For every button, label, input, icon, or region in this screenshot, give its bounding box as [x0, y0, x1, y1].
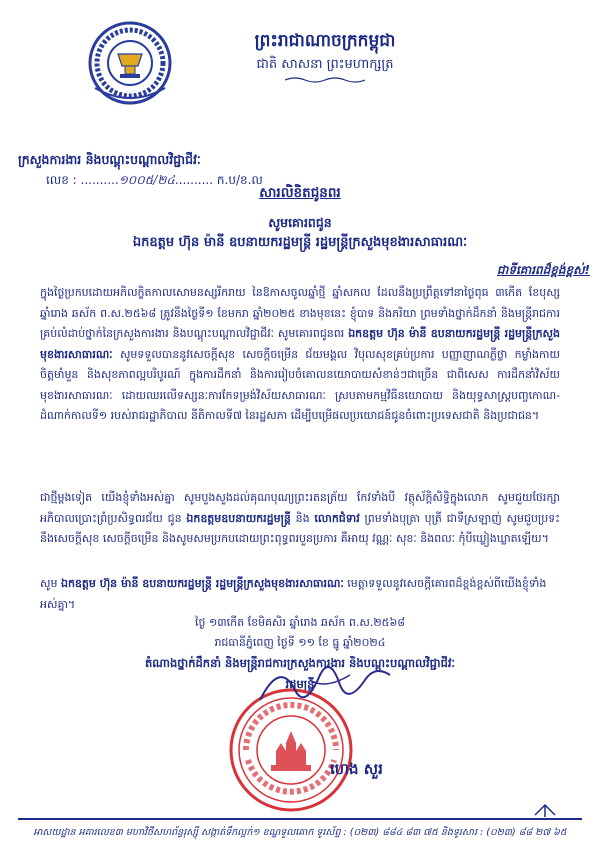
- para2-text: ជាថ្មីម្តងទៀត យើងខ្ញុំទាំងអស់គ្នា សូមបួងសួងដល់គុណបុណ្យព្រះរតនត្រ័យ កែវទាំងបី វត្ថុស័ក្តិសិទ្ធិក្នុងលោក សូមជួយថែរក្សាអភិបាលប្រោះព្រំប្រសិទ្ធពរជ័យ ជូន: [40, 491, 560, 525]
- letter-type: សារលិខិតជូនពរ: [259, 185, 341, 201]
- reference-label: លេខ :: [46, 173, 77, 187]
- reference-code: ក.ប/ខ.ល: [216, 173, 263, 187]
- signer-name: ហេង សួរ: [330, 760, 383, 778]
- para2-and: និង: [295, 511, 310, 525]
- with-respect: ជាទីគោរពដ៏ខ្ពង់ខ្ពស់!: [496, 263, 590, 277]
- closing-rest: មេត្តាទទួលនូវសេចក្តីគោរពដ៏ខ្ពង់ខ្ពស់ពីយើងខ្ញុំទាំងអស់គ្នា។: [40, 577, 547, 611]
- lunar-date: ថ្ងៃ ១៣កើត ខែមិគសិរ ឆ្នាំរោង ឆស័ក ព.ស.២៥៦៨: [194, 616, 406, 629]
- footer-address: អាសយដ្ឋាន អគារលេខ៣ មហាវិថីសហព័ន្ធរុស្ស៊ី សង្កាត់ទឹកល្អក់១ ខណ្ឌទួលគោក ទូរស័ព្ទ : (០២៣) ៨៨៤ ៨៣ ៧៥ និងទូរសារ : (០២៣) ៨៨ ២៧ ៦៥: [33, 827, 567, 838]
- kingdom-title: ព្រះរាជាណាចក្រកម្ពុជា: [254, 31, 396, 51]
- national-motto: ជាតិ សាសនា ព្រះមហាក្សត្រ: [256, 57, 394, 72]
- body-paragraph-2: [40, 488, 560, 550]
- para2-deputy-pm: ឯកឧត្តមឧបនាយករដ្ឋមន្ត្រី: [186, 511, 291, 525]
- para1-text: ក្នុងថ្ងៃប្រកបដោយអភិលក្ខិតកាលសោមនស្សរីករាយ នៃឱកាសចូលឆ្នាំថ្មី ឆ្នាំសកល ដែលនឹងប្រព្រឹត្តទៅនាថ្ងៃពុធ ៣កើត ខែបុស្ស ឆ្នាំរោង ឆស័ក ព.ស.២៥៦៨ ត្រូវនឹងថ្ងៃទី១ ខែមករា ឆ្នាំ២០២៥ ខាងមុខនេះ ខ្ញុំបាទ និងភរិយា ព្រមទាំងថ្នាក់ដឹកនាំ និងមន្ត្រីរាជការគ្រប់លំដាប់ថ្នាក់នៃក្រសួងការងារ និងបណ្តុះបណ្តាលវិជ្ជាជីវៈ សូមគោរពជូនពរ: [40, 286, 560, 340]
- footer-divider: [18, 818, 582, 820]
- para1-recipient: ឯកឧត្តម ហ៊ុន ម៉ានី ឧបនាយករដ្ឋមន្ត្រី រដ្ឋមន្ត្រីក្រសួងមុខងារសាធារណៈ: [40, 327, 561, 361]
- reference-line: លេខ : ..........១០០៥/២៤.......... ក.ប/ខ.ល: [46, 173, 263, 187]
- salutation: សូមគោរពជូន: [268, 215, 332, 230]
- body-paragraph-1: [40, 283, 560, 427]
- signature-title: រដ្ឋមន្ត្រី: [285, 677, 315, 691]
- para2-lok-chumteav: លោកជំទាវ: [314, 511, 360, 525]
- reference-suffix: /២៤: [153, 173, 175, 187]
- ministry-logo: [85, 18, 175, 108]
- signature-heading: តំណាងថ្នាក់ដឹកនាំ និងមន្ត្រីរាជការក្រសួងការងារ និងបណ្តុះបណ្តាលវិជ្ជាជីវៈ: [144, 656, 456, 670]
- motto-ornament: [285, 76, 365, 84]
- handwritten-signature: [250, 650, 400, 720]
- ministry-name: ក្រសួងការងារ និងបណ្តុះបណ្តាលវិជ្ជាជីវៈ: [18, 152, 201, 167]
- footer-mark: [530, 800, 560, 820]
- reference-number: ១០០៥: [118, 173, 154, 187]
- closing-paragraph: [40, 573, 560, 615]
- recipient: ឯកឧត្តម ហ៊ុន ម៉ានី ឧបនាយករដ្ឋមន្ត្រី រដ្ឋមន្ត្រីក្រសួងមុខងារសាធារណៈ: [132, 235, 468, 250]
- closing-recipient: ឯកឧត្តម ហ៊ុន ម៉ានី ឧបនាយករដ្ឋមន្ត្រី រដ្ឋមន្ត្រីក្រសួងមុខងារសាធារណៈ: [60, 577, 344, 590]
- para1-rest: សូមទទួលបាននូវសេចក្តីសុខ សេចក្តីចម្រើន ជ័យមង្គល វិបុលសុខគ្រប់ប្រការ បញ្ញាញាណភ្លឺថ្លា កម្លាំងកាយចិត្តមាំមួន និងសុខភាពល្អបរិបូរណ៍ ក្នុងការដឹកនាំ និងការរៀបចំគោលនយោបាយសំខាន់ៗជាច្រើន ជាពិសេស ការដឹកនាំវិស័យមុខងារសាធារណៈ ដោយឈរលើទស្សនៈការកែទម្រង់វិស័យសាធារណៈ ស្របតាមកម្មវិធីនយោបាយ និងយុទ្ធសាស្ត្របញ្ចកោណ-ដំណាក់កាលទី១ របស់រាជរដ្ឋាភិបាល នីតិកាលទី៧ នៃរដ្ឋសភា ដើម្បីបម្រើផលប្រយោជន៍ជូនចំពោះប្រទេសជាតិ និងប្រជាជន។: [40, 347, 560, 422]
- closing-pre: សូម: [40, 577, 58, 590]
- solar-date: រាជធានីភ្នំពេញ ថ្ងៃទី ១១ ខែ ធ្នូ ឆ្នាំ២០២៤: [214, 636, 386, 649]
- para2-rest: ព្រមទាំងបុត្រា បុត្រី ជាទីស្រឡាញ់ សូមជួបប្រទះនឹងសេចក្តីសុខ សេចក្តីចម្រើន និងសូមសមប្រកបដោយព្រះពុទ្ធពរបួនប្រការ គឺអាយុ វណ្ណៈ សុខៈ និងពលៈ កុំបីឃ្លៀងឃ្លាតឡើយ។: [40, 511, 561, 545]
